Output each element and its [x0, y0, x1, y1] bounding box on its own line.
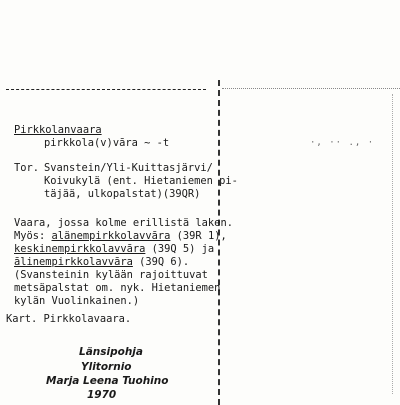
right-edge-faint-line [392, 94, 393, 394]
description-line-1: Vaara, jossa kolme erillistä laken. [14, 217, 233, 229]
right-top-faint-line [222, 88, 400, 89]
description-line-5: (Svansteinin kylään rajoittuvat [14, 269, 208, 281]
location-label: Tor. [14, 162, 40, 174]
location-line-1: Svanstein/Yli-Kuittasjärvi/ [44, 162, 213, 174]
description-line-6: metsäpalstat om. nyk. Hietaniemen [14, 282, 221, 294]
footer-collector: Marja Leena Tuohino [46, 375, 169, 387]
variant-name-1: alänempirkkolavvāra [51, 230, 171, 242]
variant-ref-3: (39Q 6). [132, 256, 190, 268]
footer-region: Länsipohja [79, 346, 143, 358]
location-line-3: täjää, ulkopalstat)(39QR) [44, 188, 201, 200]
kart-line: Kart. Pirkkolavaara. [6, 313, 132, 325]
variant-ref-2: (39Q 5) ja [145, 243, 215, 255]
variant-name-3: ālinempirkkolavvāra [14, 256, 133, 268]
variant-name-2: keskinempirkkolavvāra [14, 243, 146, 255]
vertical-divider-line [218, 80, 220, 405]
top-divider-line [6, 89, 206, 90]
description-line-4 [14, 256, 189, 268]
footer-year: 1970 [87, 389, 117, 401]
variant-ref-1: (39R 1), [170, 230, 227, 242]
footer-parish: Ylitornio [81, 361, 132, 373]
description-line-3 [14, 243, 214, 255]
description-line-2 [14, 230, 227, 242]
location-line-2: Koivukylä (ent. Hietaniemen pi- [44, 175, 238, 187]
entry-heading: Pirkkolanvaara [14, 124, 102, 136]
right-column-marks: ·, ·· ., · [310, 138, 375, 148]
description-line-7: kylän Vuolinkainen.) [14, 295, 140, 307]
entry-pronunciation: pirkkola(v)vāra ~ -t [44, 137, 170, 149]
also-label: Myös: [14, 230, 52, 242]
